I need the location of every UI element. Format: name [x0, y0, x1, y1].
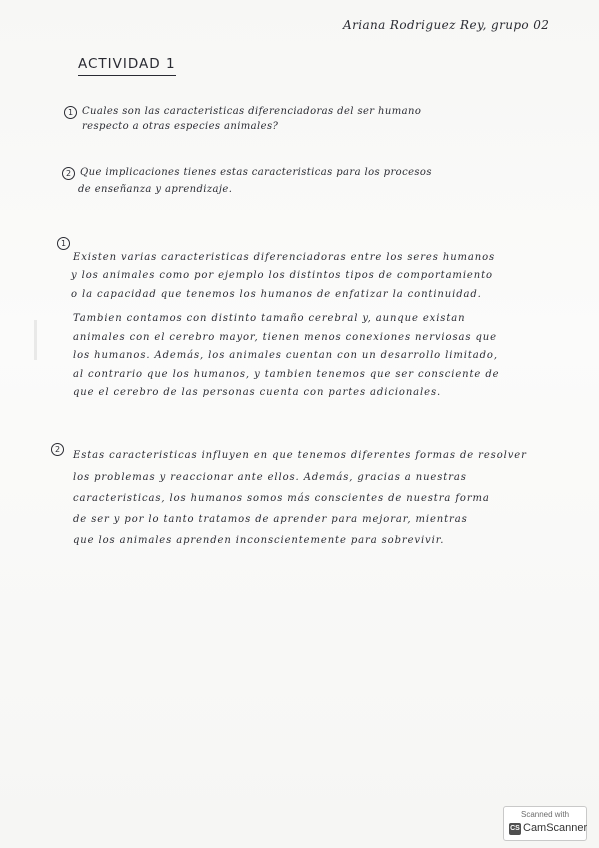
question-1-line-2: respecto a otras especies animales? — [82, 121, 279, 132]
question-2-line-2: de enseñanza y aprendizaje. — [78, 184, 233, 195]
answer-1-line-8: que el cerebro de las personas cuenta con partes adicionales. — [73, 387, 442, 398]
question-1-number: 1 — [64, 106, 77, 119]
answer-2-line-5: que los animales aprenden inconscientemente para sobrevivir. — [73, 535, 445, 546]
answer-2-number: 2 — [51, 443, 64, 456]
question-2-number: 2 — [62, 167, 75, 180]
scanned-with-label: Scanned with — [520, 810, 570, 819]
answer-1-line-6: los humanos. Además, los animales cuentan con un desarrollo limitado, — [73, 350, 498, 361]
answer-2-line-4: de ser y por lo tanto tratamos de aprender para mejorar, mientras — [73, 514, 468, 525]
camscanner-app-name: CamScanner — [523, 822, 588, 834]
camscanner-watermark — [503, 806, 587, 841]
answer-1-line-3: o la capacidad que tenemos los humanos de enfatizar la continuidad. — [71, 289, 482, 300]
answer-2-line-3: caracteristicas, los humanos somos más conscientes de nuestra forma — [73, 493, 490, 504]
answer-1-line-2: y los animales como por ejemplo los distintos tipos de comportamiento — [71, 270, 493, 281]
answer-2-line-2: los problemas y reaccionar ante ellos. Además, gracias a nuestras — [73, 472, 467, 483]
question-1-line-1: Cuales son las caracteristicas diferenciadoras del ser humano — [82, 106, 422, 117]
camscanner-logo-icon: CS — [509, 823, 521, 835]
answer-1-line-1: Existen varias caracteristicas diferenciadoras entre los seres humanos — [73, 252, 496, 263]
answer-1-line-7: al contrario que los humanos, y tambien tenemos que ser consciente de — [73, 369, 500, 380]
answer-2-line-1: Estas caracteristicas influyen en que tenemos diferentes formas de resolver — [73, 450, 527, 461]
question-2-line-1: Que implicaciones tienes estas caracteristicas para los procesos — [80, 167, 432, 178]
author-line: Ariana Rodriguez Rey, grupo 02 — [343, 18, 550, 32]
answer-1-number: 1 — [57, 237, 70, 250]
answer-1-line-5: animales con el cerebro mayor, tienen menos conexiones nerviosas que — [73, 332, 497, 343]
page-title: ACTIVIDAD 1 — [78, 56, 176, 76]
answer-1-line-4: Tambien contamos con distinto tamaño cerebral y, aunque existan — [73, 313, 466, 324]
page-edge-shadow — [34, 320, 37, 360]
